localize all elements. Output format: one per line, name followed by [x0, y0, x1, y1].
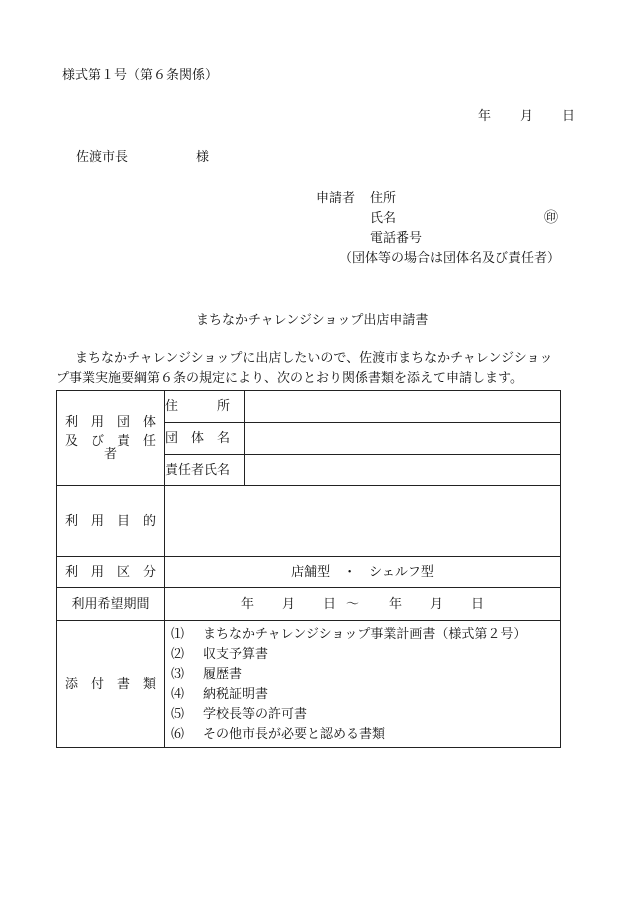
applicant-phone-label: 電話番号 [370, 231, 423, 246]
attachment-number: ⑶ [171, 666, 185, 682]
group-label-line-1: 利 用 団 体 [64, 414, 156, 430]
period-start-day: 日 [322, 596, 336, 612]
period-start-month: 月 [281, 596, 295, 612]
attachment-text: 学校長等の許可書 [203, 706, 308, 722]
attachment-item [171, 664, 560, 684]
category-label: 利 用 区 分 [57, 557, 165, 588]
rep-name-label: 責任者氏名 [165, 455, 245, 486]
period-end-year: 年 [389, 596, 403, 612]
attachments-cell [165, 621, 561, 748]
purpose-label: 利 用 目 的 [57, 486, 165, 557]
applicant-note: （団体等の場合は団体名及び責任者） [339, 251, 561, 266]
org-name-field[interactable] [245, 423, 561, 455]
period-end-month: 月 [430, 596, 444, 612]
period-start-year: 年 [240, 596, 254, 612]
attachment-number: ⑵ [171, 646, 185, 662]
date-year: 年 [478, 109, 492, 124]
attachment-text: 収支予算書 [203, 646, 269, 662]
attachments-list [165, 621, 560, 747]
application-table [56, 390, 561, 748]
intro-line-2: プ事業実施要綱第６条の規定により、次のとおり関係書類を添えて申請します。 [56, 371, 523, 386]
rep-name-field[interactable] [245, 455, 561, 486]
attachment-item [171, 724, 560, 744]
period-separator: ～ [345, 596, 359, 612]
document-title: まちなかチャレンジショップ出店申請書 [196, 313, 429, 328]
date-month: 月 [520, 109, 534, 124]
attachment-text: 履歴書 [203, 666, 243, 682]
seal-mark: ㊞ [544, 210, 558, 226]
period-label: 利用希望期間 [57, 588, 165, 621]
attachment-text: 納税証明書 [203, 686, 269, 702]
attachments-label: 添 付 書 類 [57, 621, 165, 748]
period-dates [165, 598, 560, 611]
addressee-name: 佐渡市長 [76, 150, 129, 165]
period-end-day: 日 [471, 596, 485, 612]
attachment-number: ⑷ [171, 686, 185, 702]
purpose-field[interactable] [165, 486, 561, 557]
org-name-label: 団 体 名 [165, 423, 245, 455]
intro-line-1: まちなかチャレンジショップに出店したいので、佐渡市まちなかチャレンジショッ [75, 351, 553, 366]
period-field[interactable] [165, 588, 561, 621]
attachment-text: その他市長が必要と認める書類 [203, 726, 386, 742]
group-label-cell [57, 391, 170, 486]
attachment-item [171, 704, 560, 724]
date-day: 日 [562, 109, 576, 124]
attachment-item [171, 684, 560, 704]
attachment-item [171, 644, 560, 664]
attachment-number: ⑴ [171, 626, 185, 642]
applicant-label: 申請者 [316, 191, 356, 206]
attachment-item [171, 624, 560, 644]
applicant-address-label: 住所 [370, 191, 397, 206]
form-number: 様式第１号（第６条関係） [62, 68, 219, 83]
address-field[interactable] [245, 391, 561, 423]
attachment-number: ⑹ [171, 726, 185, 742]
addressee-honorific: 様 [196, 150, 210, 165]
attachment-number: ⑸ [171, 706, 185, 722]
address-label: 住 所 [165, 391, 245, 423]
applicant-name-label: 氏名 [370, 211, 397, 226]
category-value[interactable]: 店舗型 ・ シェルフ型 [165, 557, 561, 588]
group-label-line-2: 及 び 責 任 者 [64, 433, 170, 462]
attachment-text: まちなかチャレンジショップ事業計画書（様式第２号） [203, 626, 527, 642]
